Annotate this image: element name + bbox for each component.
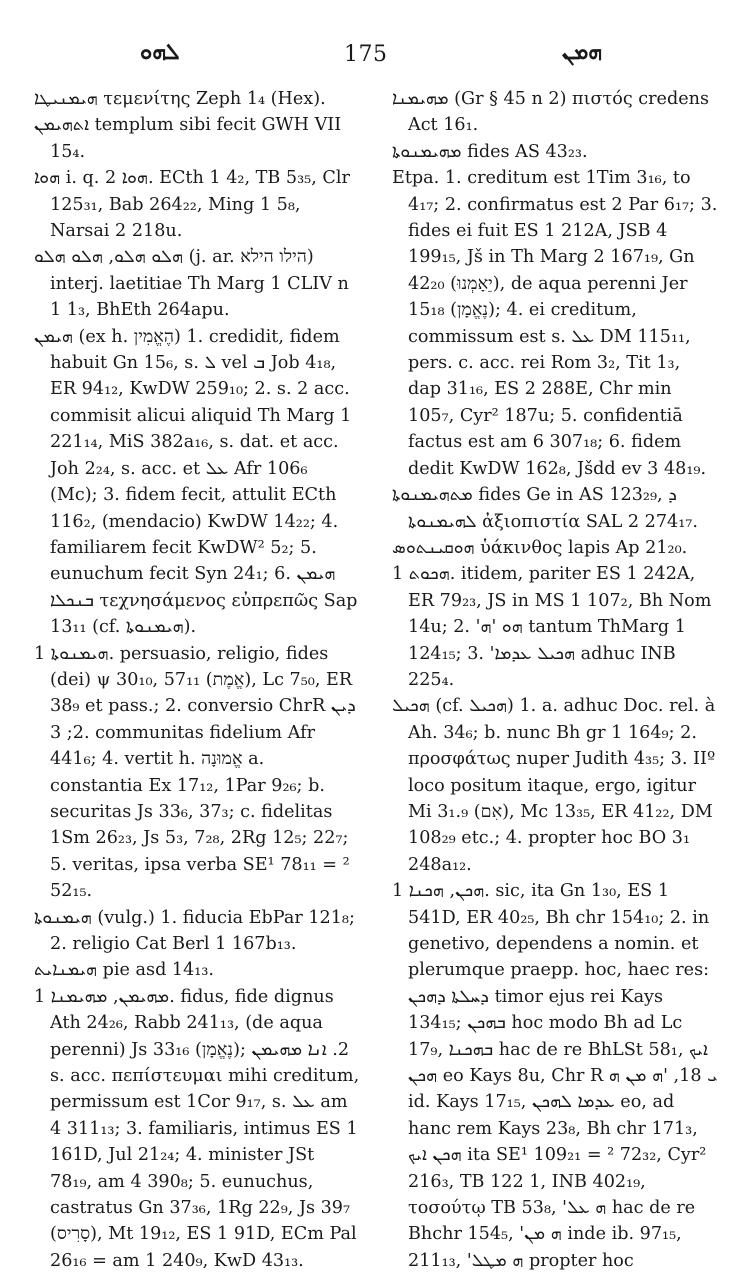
entry: ܗܟܢ, ܗܟܢܐ 1. sic, ita Gn 1₃₀, ES 1 541D, ER 40₂₅, Bh chr 154₁₀; 2. in genetivo, dependens a nomin. et plerumque praepp. hoc, haec res: ܕܚܠܬܐ ܕܗܟܢ timor ejus rei Kays 134₁₅; ܒܗܟܢ hoc modo Bh ad Lc 17₉, ܒܗܟܢܐ hac de re BhLSt 58₁, ܐܝܟ ܗܟܢ eo Kays 8u, Chr R ܝ 18, 'ܗ ܡܢ ܗ id. Kays 17₁₅, ܥܕܡܐ ܠܗܟܢ eo, ad hanc rem Kays 23₈, Bh chr 171₃, ܗܟܢ ܐܝܟ ita SE¹ 109₂₁ = ² 72₃₂, Cyr² 216₃, TB 122 1, INB 402₁₉, τοσούτῳ TB 53₈, 'ܗ ܥܠ hac de re Bhchr 154₅, 'ܗ ܡܢ inde ib. 97₁₅, 211₁₃, 'ܗ ܡܛܠ propter hoc [392,881,718,1271]
entry: ܡܗܝܡܢ, ܡܗܝܡܢܐ 1. fidus, fide dignus Ath 24₂₆, Rabb 241₁₃, (de aqua perenni) Js 33₁₆ (נֶאֱמָן); 2. ܐܢܐ ܡܗܝܡܢ s. acc. πεπίστευμαι mihi creditum, permissum est 1Cor 9₁₇, s. ܥܠ am 4 311₁₃; 3. familiaris, intimus ES 1 161D, Jul 21₂₄; 4. minister JSt 78₁₉, am 4 390₈; 5. eunuchus, castratus Gn 37₃₆, 1Rg 22₉, Js 39₇ (סָרִיס), Mt 19₁₂, ES 1 91D, ECm Pal 26₁₆ = am 1 240₉, KwD 43₁₃. [34,986,360,1271]
entry: ܡܬܗܝܡܢܘܬܐ fides Ge in AS 123₂₉, ܕ ܠܗܝܡܢܘܬܐ ἀξιοπιστία SAL 2 274₁₇. [392,485,698,532]
entry: Etpa. 1. creditum est 1Tim 3₁₆, to 4₁₇; 2. confirmatus est 2 Par 6₁₇; 3. fides ei fuit ES 1 212A, JSB 4 199₁₅, Jš in Th Marg 2 167₁₉, Gn 42₂₀ (יֵאָמְנוּ), de aqua perenni Jer 15₁₈ (נֶאֱמָן); 4. ei creditum, commissum est s. ܥܠ DM 115₁₁, pers. c. acc. rei Rom 3₂, Tit 1₃, dap 31₁₆, ES 2 288E, Chr min 105₇, Cyr² 187u; 5. confidentiā factus est am 6 307₁₈; 6. fidem dedit KwDW 162₈, Jšdd ev 3 48₁₉. [392,168,718,479]
entry: ܗܝܡܢܘܬܐ (vulg.) 1. fiducia EbPar 121₈; 2. religio Cat Berl 1 167b₁₃. [34,907,355,954]
page-header [0,40,750,80]
running-head-left: ܠܗܘ [140,40,180,65]
entry: ܗܝܡܢܐܝܬ pie asd 14₁₃. [34,960,215,981]
right-column [392,86,718,1274]
entry: ܗܝܡܢܘܬܐ 1. persuasio, religio, fides (dei) ψ 30₁₀, 57₁₁ (אֱמֶת), Lc 7₅₀, ER 38₉ et pass.; 2. conversio ChrR ܕܝܢ 2; 3. communitas fidelium Afr 441₆; 4. vertit h. אֱמוּנָה a. constantia Ex 17₁₂, 1Par 9₂₆; b. securitas Js 33₆, 37₃; c. fidelitas 1Sm 26₂₃, Js 5₃, 7₂₈, 2Rg 12₅; 22₇; 5. veritas, ipsa verba SE¹ 78₁₁ = ² 52₁₅. [34,643,356,902]
entry: ܡܗܝܡܢܘܬܐ fides AS 43₂₃. [392,141,588,162]
entry: ܗܝܡܢ (ex h. הֶאֱמִין) 1. credidit, fidem habuit Gn 15₆, s. ܠ vel ܒ Job 4₁₈, ER 94₁₂, KwDW 259₁₀; 2. s. 2 acc. commisit alicui aliquid Th Marg 1 221₁₄, MiS 382a₁₆, s. dat. et acc. Joh 2₂₄, s. acc. et ܥܠ Afr 106₆ (Mc); 3. fidem fecit, attulit ECth 116₂, (mendacio) KwDW 14₂₂; 4. familiarem fecit KwDW² 5₂; 5. eunuchum fecit Syn 24₁; 6. ܗܝܡܢ ܒܢܟܠܐ τεχνησάμενος εὐπρεπῶς Sap 13₁₁ (cf. ܗܝܡܢܘܬܐ). [34,326,358,638]
page-number: 175 [344,42,388,67]
entry: ܗܠܘ ܗܠܘ, ܗܠܘ ܗܠܘ (j. ar. הילו הילא) interj. laetitiae Th Marg 1 CLIV n 1 1₃, BhEth 264apu. [34,247,349,321]
entry: ܗܝܡܢܝܛܐ τεμενίτης Zeph 1₄ (Hex). [34,89,326,109]
entry: ܡܗܝܡܢܐ (Gr § 45 n 2) πιστός credens Act 16₁. [392,89,710,136]
entry: ܗܟܘܬ 1. itidem, pariter ES 1 242A, ER 79₂₃, JS in MS 1 107₂, Bh Nom 14u; 2. 'ܗܘ 'ܗ tantum ThMarg 1 124₁₅; 3. 'ܗܟܝܠ ܥܕܡܐ adhuc INB 225₄. [392,564,712,690]
left-column [34,86,360,1274]
entry: ܗܘܩܝܢܬܘܣ ὑάκινθος lapis Ap 21₂₀. [392,537,688,558]
entry: ܗܘܐ i. q. ܗܘܐ 2. ECth 1 4₂, TB 5₃₅, Clr 125₃₁, Bab 264₂₂, Ming 1 5₈, Narsai 2 218u. [34,168,350,242]
entry: ܗܟܝܠ (cf. ܗܟܝܠ) 1. a. adhuc Doc. rel. à Ah. 34₆; b. nunc Bh gr 1 164₉; 2. προσφάτως nuper Judith 4₃₅; 3. IIº loco positum itaque, ergo, igitur Mi 3₁.₉ (אִם), Mc 13₃₅, ER 41₂₂, DM 108₂₉ etc.; 4. propter hoc BO 3₁ 248a₁₂. [392,696,716,875]
running-head-right: ܗܡܢ [562,40,603,65]
entry: ܐܬܗܝܡܢ templum sibi fecit GWH VII 15₄. [34,115,342,162]
